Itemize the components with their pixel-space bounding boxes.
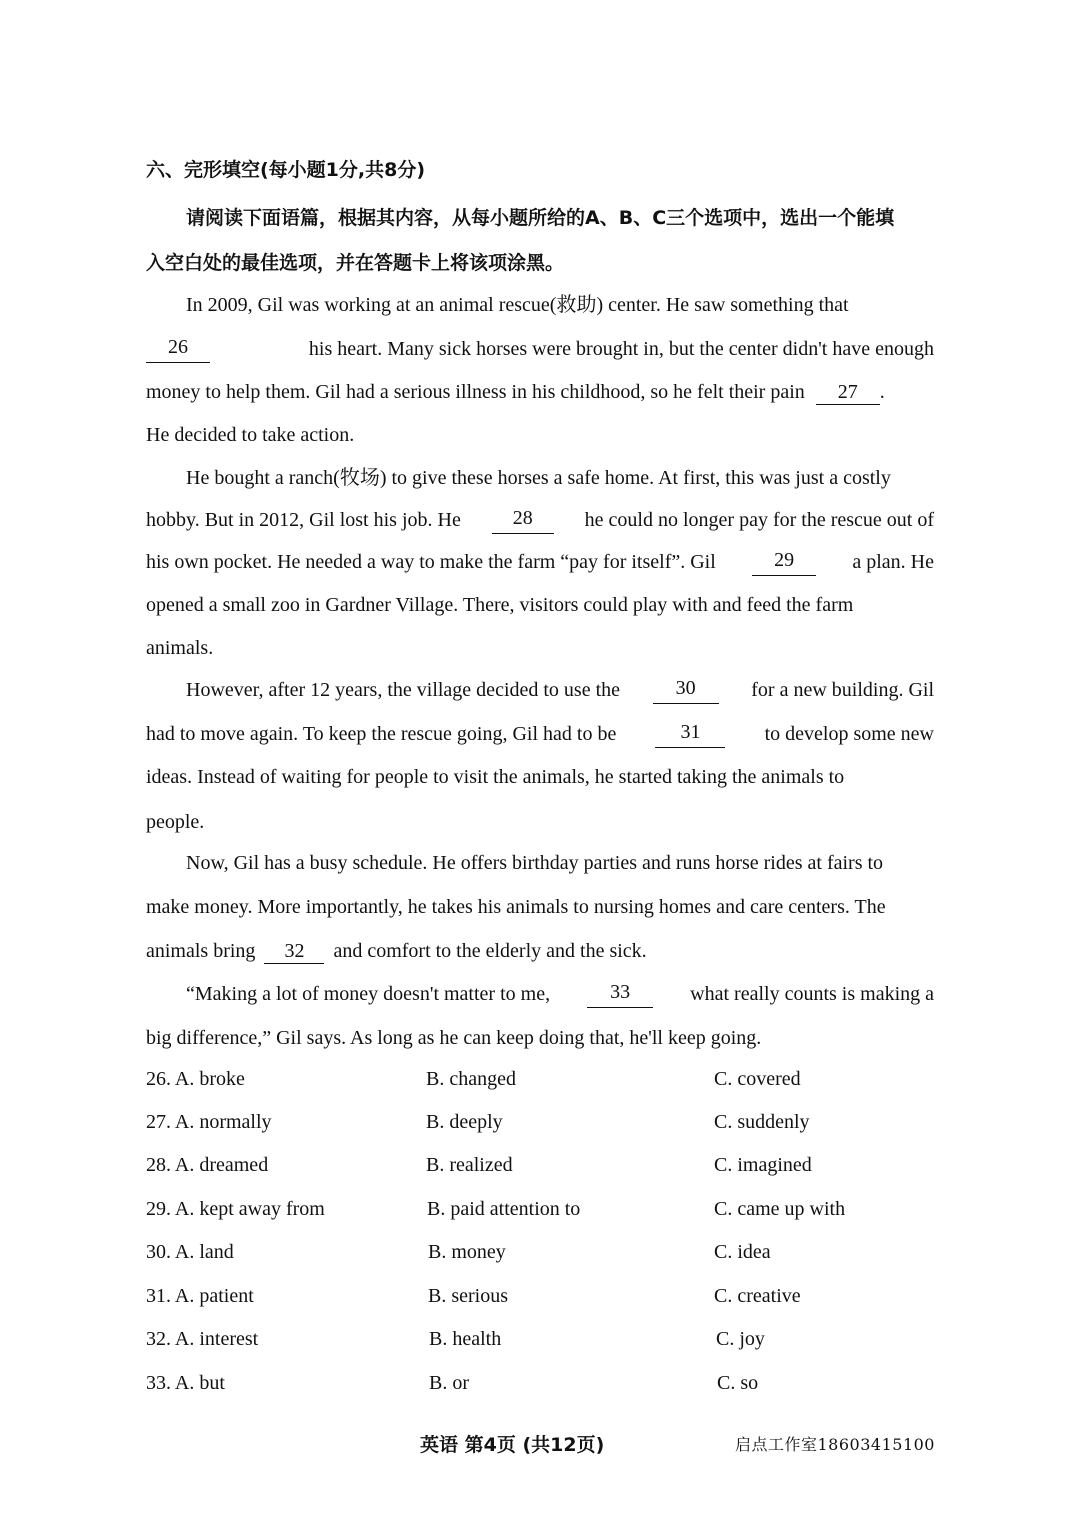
passage-line: opened a small zoo in Gardner Village. There, visitors could play with and feed the farm: [146, 594, 854, 616]
passage-line: ideas. Instead of waiting for people to visit the animals, he started taking the animals to: [146, 766, 845, 788]
option-c: C. so: [717, 1372, 759, 1394]
page-number: 英语 第4页 (共12页): [420, 1434, 605, 1456]
option-a: 31. A. patient: [146, 1285, 254, 1307]
blank-29: 29: [752, 548, 816, 576]
option-b: B. serious: [428, 1285, 508, 1307]
option-a: 27. A. normally: [146, 1111, 272, 1133]
option-c: C. came up with: [714, 1198, 846, 1220]
blank-33: 33: [587, 980, 653, 1008]
passage-text: a plan. He: [852, 551, 934, 573]
option-c: C. idea: [714, 1241, 771, 1263]
option-b: B. realized: [426, 1154, 513, 1176]
option-row: [0, 1241, 1080, 1269]
instruction-line-1: 请阅读下面语篇，根据其内容，从每小题所给的A、B、C三个选项中，选出一个能填: [186, 207, 895, 229]
passage-line: In 2009, Gil was working at an animal rescue(救助) center. He saw something that: [186, 294, 849, 316]
option-c: C. covered: [714, 1068, 801, 1090]
option-c: C. joy: [716, 1328, 765, 1350]
option-a: 26. A. broke: [146, 1068, 245, 1090]
option-b: B. deeply: [426, 1111, 503, 1133]
passage-line: [146, 548, 934, 576]
option-row: [0, 1372, 1080, 1400]
passage-text: animals bring: [146, 940, 256, 962]
instruction-line-2: 入空白处的最佳选项，并在答题卡上将该项涂黑。: [146, 252, 565, 274]
passage-line: He bought a ranch(牧场) to give these horses a safe home. At first, this was just a costly: [186, 467, 891, 489]
passage-text: hobby. But in 2012, Gil lost his job. He: [146, 509, 461, 531]
passage-line: people.: [146, 811, 205, 833]
passage-text: and comfort to the elderly and the sick.: [333, 940, 647, 962]
passage-line: Now, Gil has a busy schedule. He offers birthday parties and runs horse rides at fairs to: [186, 852, 884, 874]
passage-line: [146, 937, 934, 965]
option-row: [0, 1198, 1080, 1226]
option-row: [0, 1285, 1080, 1313]
passage-line: [146, 378, 934, 406]
passage-text: what really counts is making a: [690, 983, 934, 1005]
passage-line: [146, 335, 934, 363]
passage-text: for a new building. Gil: [751, 679, 934, 701]
option-row: [0, 1068, 1080, 1096]
option-b: B. money: [428, 1241, 506, 1263]
passage-text: to develop some new: [764, 723, 934, 745]
section-title: 六、完形填空(每小题1分,共8分): [146, 159, 426, 181]
passage-text: had to move again. To keep the rescue going, Gil had to be: [146, 723, 617, 745]
blank-30: 30: [653, 676, 719, 704]
passage-text: However, after 12 years, the village decided to use the: [186, 679, 621, 701]
passage-line: animals.: [146, 637, 214, 659]
option-a: 28. A. dreamed: [146, 1154, 269, 1176]
option-b: B. health: [429, 1328, 502, 1350]
passage-text: .: [879, 381, 885, 403]
passage-text: “Making a lot of money doesn't matter to me,: [186, 983, 551, 1005]
option-c: C. suddenly: [714, 1111, 810, 1133]
option-c: C. creative: [714, 1285, 801, 1307]
passage-line: [146, 720, 934, 748]
option-a: 29. A. kept away from: [146, 1198, 325, 1220]
passage-line: big difference,” Gil says. As long as he can keep doing that, he'll keep going.: [146, 1027, 762, 1049]
passage-line: [146, 980, 934, 1008]
option-row: [0, 1111, 1080, 1139]
blank-31: 31: [655, 720, 725, 748]
option-row: [0, 1154, 1080, 1182]
option-b: B. changed: [426, 1068, 516, 1090]
option-row: [0, 1328, 1080, 1356]
watermark-text: 启点工作室18603415100: [735, 1435, 935, 1454]
passage-line: make money. More importantly, he takes his animals to nursing homes and care centers. The: [146, 896, 886, 918]
blank-26: 26: [146, 335, 210, 363]
blank-27: 27: [816, 380, 880, 405]
passage-line: [146, 506, 934, 534]
option-b: B. paid attention to: [427, 1198, 581, 1220]
passage-line: He decided to take action.: [146, 424, 355, 446]
passage-text: he could no longer pay for the rescue out of: [584, 509, 934, 531]
blank-32: 32: [264, 939, 324, 964]
option-b: B. or: [429, 1372, 469, 1394]
passage-line: [146, 676, 934, 704]
passage-text: money to help them. Gil had a serious illness in his childhood, so he felt their pain: [146, 381, 805, 403]
option-c: C. imagined: [714, 1154, 812, 1176]
option-a: 30. A. land: [146, 1241, 234, 1263]
blank-28: 28: [492, 506, 554, 534]
passage-text: his own pocket. He needed a way to make the farm “pay for itself”. Gil: [146, 551, 716, 573]
passage-text: his heart. Many sick horses were brought in, but the center didn't have enough: [308, 338, 934, 360]
option-a: 33. A. but: [146, 1372, 225, 1394]
option-a: 32. A. interest: [146, 1328, 259, 1350]
